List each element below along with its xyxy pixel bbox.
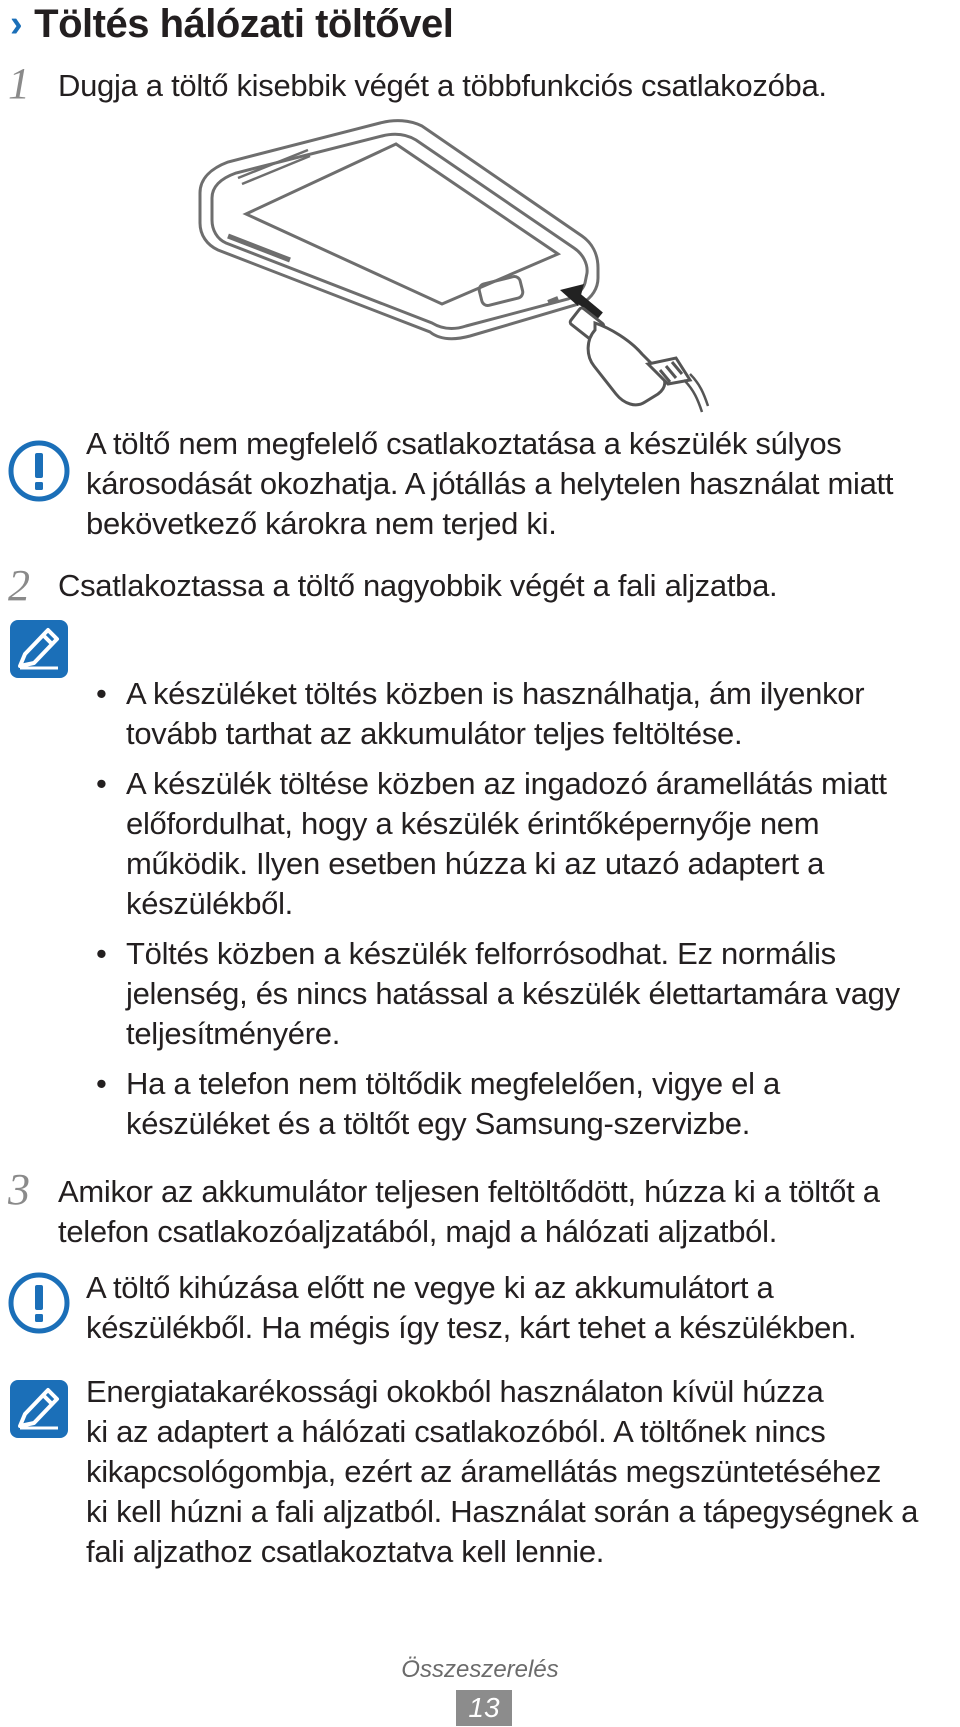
bullet-dot: • — [96, 1066, 107, 1101]
note-2-line-1: Energiatakarékossági okokból használaton kívül húzza — [86, 1374, 824, 1409]
step-1-text: Dugja a töltő kisebbik végét a többfunkciós csatlakozóba. — [58, 68, 827, 103]
bullet-2-line-2: előfordulhat, hogy a készülék érintőképernyője nem — [126, 806, 820, 841]
phone-charging-illustration — [190, 118, 770, 443]
step-3-line-2: telefon csatlakozóaljzatából, majd a hálózati aljzatból. — [58, 1214, 778, 1249]
bullet-dot: • — [96, 766, 107, 801]
bullet-3-line-2: jelenség, és nincs hatással a készülék élettartamára vagy — [126, 976, 900, 1011]
bullet-item — [96, 674, 865, 714]
home-button — [478, 275, 524, 307]
note-2-line-2: ki az adaptert a hálózati csatlakozóból. A töltőnek nincs — [86, 1414, 826, 1449]
step-number-2: 2 — [8, 561, 30, 610]
bullet-dot: • — [96, 936, 107, 971]
bullet-item — [96, 934, 836, 974]
page-title: Töltés hálózati töltővel — [34, 2, 454, 46]
bullet-2-line-3: működik. Ilyen esetben húzza ki az utazó adaptert a — [126, 846, 825, 881]
bullet-dot: • — [96, 676, 107, 711]
step-3-line-1: Amikor az akkumulátor teljesen feltöltődött, húzza ki a töltőt a — [58, 1174, 880, 1209]
warning-2-line-2: készülékből. Ha mégis így tesz, kárt tehet a készülékben. — [86, 1310, 857, 1345]
charger-cable — [560, 284, 708, 412]
step-number-1: 1 — [8, 59, 30, 108]
warning-1-line-2: károsodását okozhatja. A jótállás a helytelen használat miatt — [86, 466, 894, 501]
note-2-line-5: fali aljzathoz csatlakoztatva kell lennie. — [86, 1534, 605, 1569]
bullet-1-line-2: tovább tarthat az akkumulátor teljes feltöltése. — [126, 716, 743, 751]
bullet-4-line-1: Ha a telefon nem töltődik megfelelően, vigye el a — [126, 1066, 780, 1101]
step-number-3: 3 — [8, 1165, 30, 1214]
bullet-4-line-2: készüléket és a töltőt egy Samsung-szervizbe. — [126, 1106, 751, 1141]
chevron-right-icon: › — [10, 3, 23, 45]
note-2-line-4: ki kell húzni a fali aljzatból. Használat során a tápegységnek a — [86, 1494, 919, 1529]
bullet-2-line-1: A készülék töltése közben az ingadozó áramellátás miatt — [126, 766, 887, 801]
warning-2-line-1: A töltő kihúzása előtt ne vegye ki az akkumulátort a — [86, 1270, 774, 1305]
warning-1-line-3: bekövetkező károkra nem terjed ki. — [86, 506, 557, 541]
note-pencil-icon — [8, 1378, 70, 1440]
warning-icon — [8, 440, 70, 502]
note-pencil-icon — [8, 618, 70, 680]
bullet-2-line-4: készülékből. — [126, 886, 293, 921]
warning-1-line-1: A töltő nem megfelelő csatlakoztatása a készülék súlyos — [86, 426, 842, 461]
section-heading — [10, 2, 453, 47]
phone-body — [200, 121, 598, 339]
bullet-1-line-1: A készüléket töltés közben is használhatja, ám ilyenkor — [126, 676, 865, 711]
bullet-3-line-3: teljesítményére. — [126, 1016, 341, 1051]
step-2-text: Csatlakoztassa a töltő nagyobbik végét a fali aljzatba. — [58, 568, 778, 603]
warning-icon — [8, 1272, 70, 1334]
footer-section-label: Összeszerelés — [401, 1656, 559, 1683]
bullet-item — [96, 764, 887, 804]
note-2-line-3: kikapcsológombja, ezért az áramellátás megszüntetéséhez — [86, 1454, 882, 1489]
page-number: 13 — [456, 1690, 512, 1726]
bullet-3-line-1: Töltés közben a készülék felforrósodhat. Ez normális — [126, 936, 836, 971]
bullet-item — [96, 1064, 780, 1104]
